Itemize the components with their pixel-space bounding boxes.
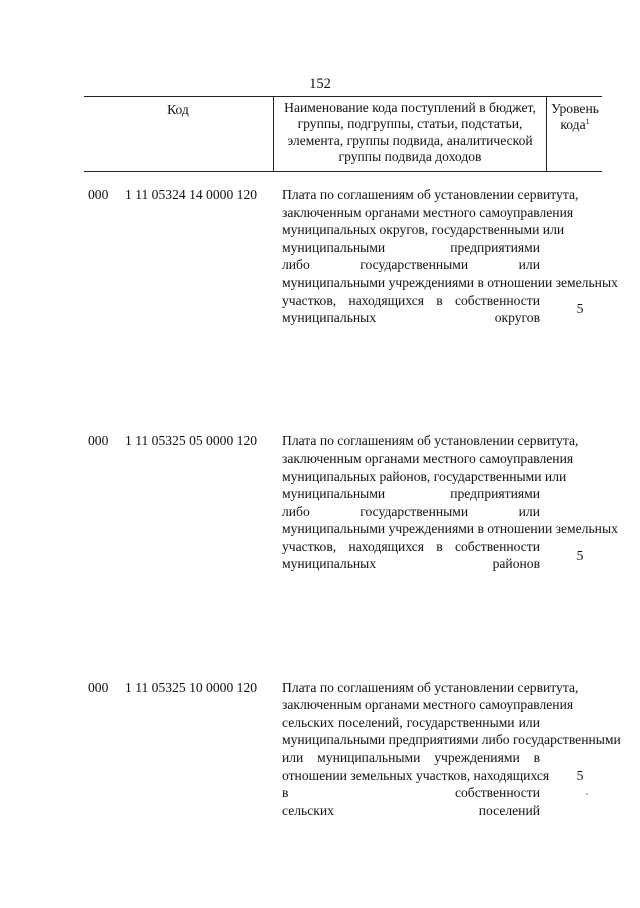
admin-code: 000 [88, 433, 109, 449]
revenue-name-line [282, 380, 540, 398]
revenue-name-line: Плата по соглашениям об установлении сервитута, [282, 679, 579, 695]
header-level-cell [546, 97, 603, 171]
revenue-name-line [282, 837, 540, 855]
table-row [0, 432, 640, 678]
revenue-name-line: или муниципальными учреждениями в [282, 750, 540, 765]
table-row [0, 679, 640, 873]
revenue-code: 1 11 05324 14 0000 120 [125, 187, 258, 202]
revenue-name-line [282, 819, 540, 837]
revenue-name-line: Плата по соглашениям об установлении сервитута, [282, 187, 579, 202]
revenue-name-line [282, 573, 540, 591]
revenue-name-line: заключенным органами местного самоуправления [282, 697, 574, 713]
revenue-name-line: муниципальными предприятиями [282, 239, 540, 255]
revenue-name [282, 432, 618, 678]
revenue-name-line: либо государственными или [282, 257, 540, 273]
revenue-name-line [282, 608, 540, 626]
revenue-code: 1 11 05325 10 0000 120 [125, 679, 258, 695]
table-header [84, 96, 602, 172]
revenue-name-line: муниципальными учреждениями в отношении земельных [282, 274, 618, 290]
revenue-name-line [282, 661, 540, 679]
revenue-code: 1 11 05325 05 0000 120 [125, 433, 258, 449]
header-code-cell [84, 97, 272, 171]
scan-speck [586, 793, 588, 795]
revenue-name-line [282, 344, 540, 362]
revenue-name-line [282, 397, 540, 415]
revenue-name-line [282, 855, 540, 873]
revenue-name-line: либо государственными или [282, 503, 540, 519]
code-level: 5 [576, 547, 584, 563]
revenue-name-line [282, 591, 540, 609]
revenue-name-line: муниципальных округов, государственными или [282, 222, 565, 238]
revenue-name-line: муниципальных районов, государственными или [282, 468, 567, 484]
code-level: 5 [576, 767, 584, 783]
revenue-name-line: Плата по соглашениям об установлении сервитута, [282, 433, 579, 449]
header-name-cell [273, 97, 546, 171]
admin-code: 000 [88, 679, 109, 695]
revenue-name-line: сельских поселений [282, 802, 540, 818]
revenue-name-line: участков, находящихся в собственности [282, 538, 540, 554]
header-name: Наименование кода поступлений в бюджет, группы, подгруппы, статьи, подстатьи, элемента, группы подвида, аналитической группы подвида доходов [284, 100, 536, 164]
revenue-name-line: заключенным органами местного самоуправления [282, 204, 574, 220]
header-level-label: Уровень кода [551, 101, 599, 133]
revenue-name-line: отношении земельных участков, находящихся [282, 767, 550, 783]
admin-code: 000 [88, 187, 109, 202]
revenue-name [282, 186, 618, 432]
revenue-name-line: муниципальных районов [282, 556, 540, 572]
code-level: 5 [576, 301, 584, 317]
revenue-name-line: муниципальными предприятиями либо государственными [282, 732, 621, 748]
revenue-name-line: муниципальными предприятиями [282, 486, 540, 502]
revenue-name-line: в собственности [282, 785, 540, 801]
revenue-name-line: заключенным органами местного самоуправления [282, 450, 574, 466]
table-row [0, 186, 640, 432]
revenue-name-line [282, 415, 540, 433]
revenue-name-line [282, 643, 540, 661]
header-level [547, 97, 603, 134]
table-body [0, 186, 640, 872]
page-number: 152 [309, 76, 331, 92]
header-code: Код [167, 102, 189, 117]
header-level-footnote: 1 [585, 117, 590, 127]
revenue-name [282, 679, 621, 873]
revenue-name-line: сельских поселений, государственными или [282, 714, 540, 730]
revenue-name-line [282, 362, 540, 380]
revenue-name-line [282, 327, 540, 345]
revenue-name-line [282, 626, 540, 644]
revenue-name-line: муниципальных округов [282, 310, 540, 326]
revenue-name-line: участков, находящихся в собственности [282, 292, 540, 308]
revenue-name-line: муниципальными учреждениями в отношении земельных [282, 521, 618, 537]
